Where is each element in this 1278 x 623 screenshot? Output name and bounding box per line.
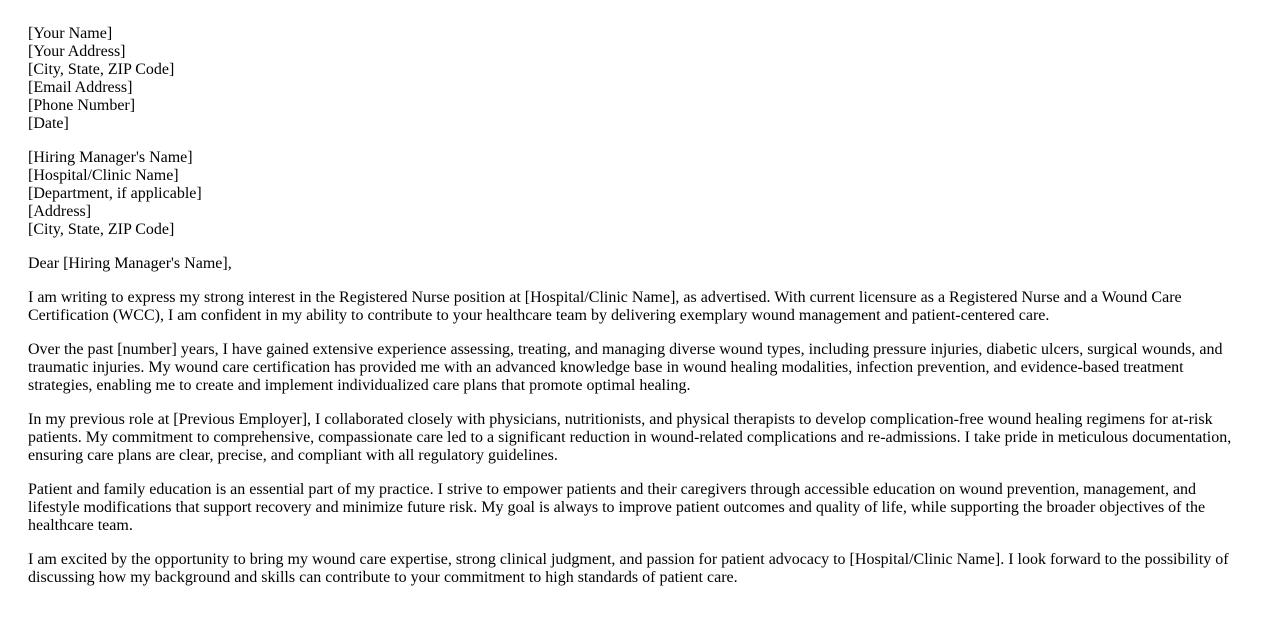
salutation: Dear [Hiring Manager's Name], [28,255,232,272]
body-paragraph-intro: I am writing to express my strong interest in the Registered Nurse position at [Hospital/Clinic Name], as advertised. With current licensure as a Registered Nurse and a Wound Care Certification (WCC), I am confident in my ability to contribute to your healthcare team by delivering exemplary wound management and patient-centered care. [28,289,1182,324]
date-line: [Date] [28,115,69,132]
sender-address-line: [Your Address] [28,43,126,60]
sender-name-line: [Your Name] [28,25,113,42]
recipient-city-state-zip-line: [City, State, ZIP Code] [28,221,175,238]
recipient-address-block [28,149,1233,239]
body-paragraph-closing: I am excited by the opportunity to bring my wound care expertise, strong clinical judgment, and passion for patient advocacy to [Hospital/Clinic Name]. I look forward to the possibility of discussing how my background and skills can contribute to your commitment to high standards of patient care. [28,551,1229,586]
body-paragraph-previous-role: In my previous role at [Previous Employer], I collaborated closely with physicians, nutritionists, and physical therapists to develop complication-free wound healing regimens for at-risk patients. My commitment to comprehensive, compassionate care led to a significant reduction in wound-related complications and re-admissions. I take pride in meticulous documentation, ensuring care plans are clear, precise, and compliant with all regulatory guidelines. [28,411,1232,464]
sender-phone-line: [Phone Number] [28,97,136,114]
body-paragraph-education: Patient and family education is an essential part of my practice. I strive to empower patients and their caregivers through accessible education on wound prevention, management, and lifestyle modifications that support recovery and minimize future risk. My goal is always to improve patient outcomes and quality of life, while supporting the broader objectives of the healthcare team. [28,481,1206,534]
body-paragraph-experience: Over the past [number] years, I have gained extensive experience assessing, treating, and managing diverse wound types, including pressure injuries, diabetic ulcers, surgical wounds, and traumatic injuries. My wound care certification has provided me with an advanced knowledge base in wound healing modalities, infection prevention, and evidence-based treatment strategies, enabling me to create and implement individualized care plans that promote optimal healing. [28,341,1223,394]
recipient-address-line: [Address] [28,203,92,220]
sender-email-line: [Email Address] [28,79,133,96]
recipient-department-line: [Department, if applicable] [28,185,202,202]
recipient-organization-line: [Hospital/Clinic Name] [28,167,179,184]
sender-address-block [28,25,1233,133]
recipient-name-line: [Hiring Manager's Name] [28,149,193,166]
sender-city-state-zip-line: [City, State, ZIP Code] [28,61,175,78]
